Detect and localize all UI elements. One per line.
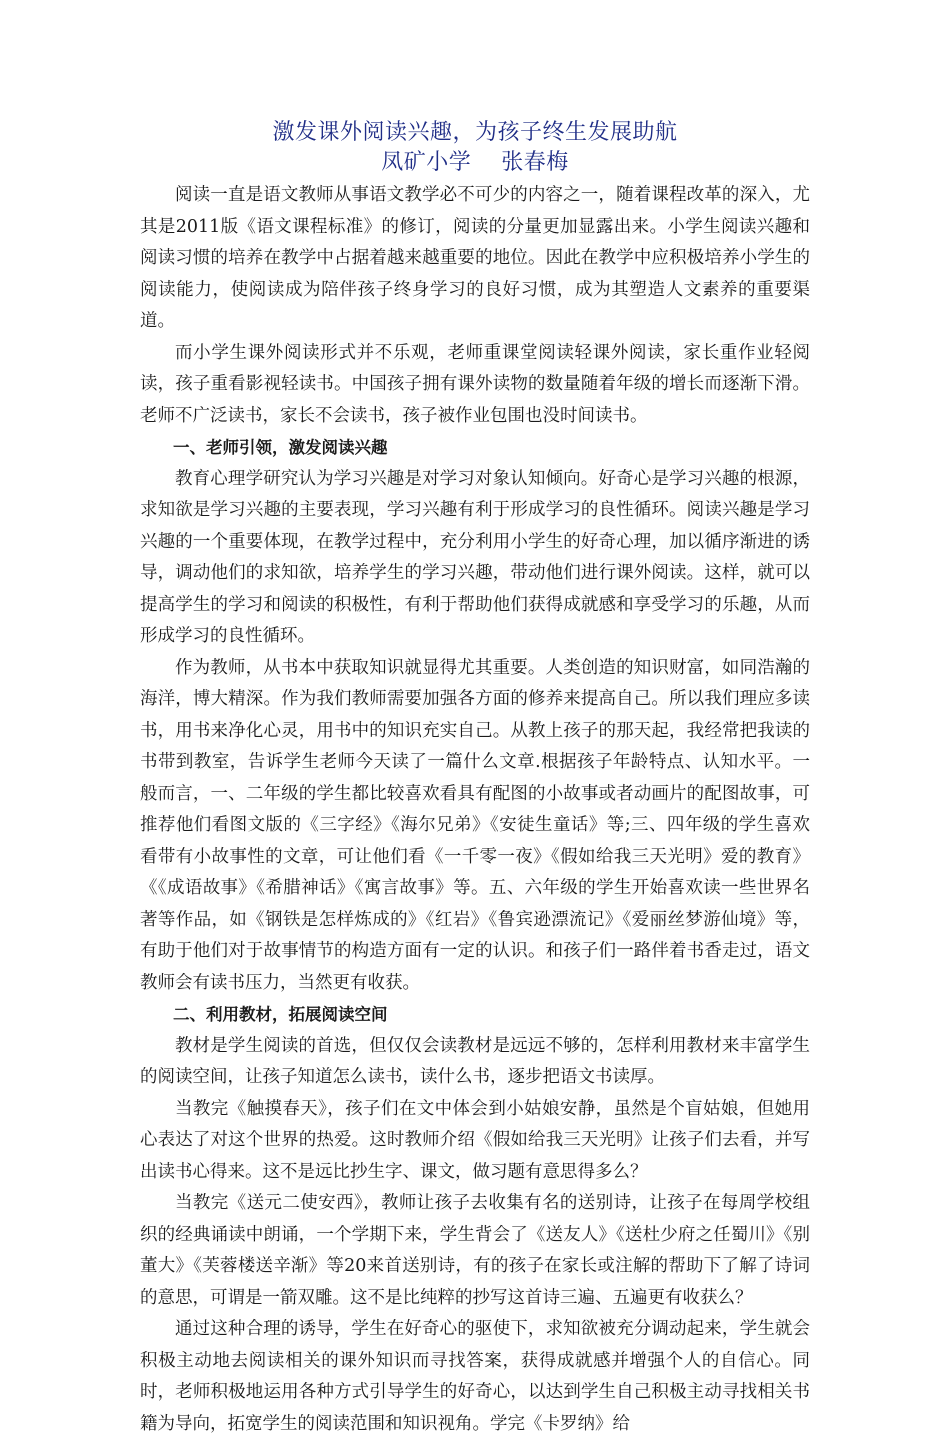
author-line: 凤矿小学 张春梅 — [381, 150, 569, 175]
section-heading: 一、老师引领，激发阅读兴趣 — [173, 438, 388, 457]
paragraph: 当教完《送元二使安西》，教师让孩子去收集有名的送别诗，让孩子在每周学校组织的经典诵读中朗诵，一个学期下来，学生背会了《送友人》《送杜少府之任蜀川》《别董大》《芙蓉楼送辛渐》等20来首送别诗，有的孩子在家长或注解的帮助下了解了诗词的意思，可谓是一箭双雕。这不是比纯粹的抄写这首诗三遍、五遍更有收获么？ — [140, 1193, 810, 1308]
document-page — [140, 118, 810, 1440]
paragraph: 教育心理学研究认为学习兴趣是对学习对象认知倾向。好奇心是学习兴趣的根源，求知欲是学习兴趣的主要表现，学习兴趣有利于形成学习的良性循环。阅读兴趣是学习兴趣的一个重要体现，在教学过程中，充分利用小学生的好奇心理，加以循序渐进的诱导，调动他们的求知欲，培养学生的学习兴趣，带动他们进行课外阅读。这样，就可以提高学生的学习和阅读的积极性，有利于帮助他们获得成就感和享受学习的乐趣，从而形成学习的良性循环。 — [140, 468, 810, 646]
paragraph: 教材是学生阅读的首选，但仅仅会读教材是远远不够的，怎样利用教材来丰富学生的阅读空间，让孩子知道怎么读书，读什么书，逐步把语文书读厚。 — [140, 1035, 810, 1087]
paragraph: 阅读一直是语文教师从事语文教学必不可少的内容之一，随着课程改革的深入，尤其是2011版《语文课程标准》的修订，阅读的分量更加显露出来。小学生阅读兴趣和阅读习惯的培养在教学中占据着越来越重要的地位。因此在教学中应积极培养小学生的阅读能力，使阅读成为陪伴孩子终身学习的良好习惯，成为其塑造人文素养的重要渠道。 — [140, 185, 810, 331]
document-title: 激发课外阅读兴趣，为孩子终生发展助航 — [272, 120, 678, 145]
paragraph: 当教完《触摸春天》，孩子们在文中体会到小姑娘安静，虽然是个盲姑娘，但她用心表达了对这个世界的热爱。这时教师介绍《假如给我三天光明》让孩子们去看，并写出读书心得来。这不是远比抄生字、课文，做习题有意思得多么？ — [140, 1098, 810, 1182]
paragraph: 作为教师，从书本中获取知识就显得尤其重要。人类创造的知识财富，如同浩瀚的海洋，博大精深。作为我们教师需要加强各方面的修养来提高自己。所以我们理应多读书，用书来净化心灵，用书中的知识充实自己。从教上孩子的那天起，我经常把我读的书带到教室，告诉学生老师今天读了一篇什么文章.根据孩子年龄特点、认知水平。一般而言，一、二年级的学生都比较喜欢看具有配图的小故事或者动画片的配图故事，可推荐他们看图文版的《三字经》《海尔兄弟》《安徒生童话》等;三、四年级的学生喜欢看带有小故事性的文章，可让他们看《一千零一夜》《假如给我三天光明》爱的教育》《《成语故事》《希腊神话》《寓言故事》等。五、六年级的学生开始喜欢读一些世界名著等作品，如《钢铁是怎样炼成的》《红岩》《鲁宾逊漂流记》《爱丽丝梦游仙境》等，有助于他们对于故事情节的构造方面有一定的认识。和孩子们一路伴着书香走过，语文教师会有读书压力，当然更有收获。 — [140, 657, 810, 993]
paragraph: 而小学生课外阅读形式并不乐观，老师重课堂阅读轻课外阅读，家长重作业轻阅读，孩子重看影视轻读书。中国孩子拥有课外读物的数量随着年级的增长而逐渐下滑。老师不广泛读书，家长不会读书，孩子被作业包围也没时间读书。 — [140, 342, 810, 426]
document-body — [140, 180, 810, 1440]
section-heading: 二、利用教材，拓展阅读空间 — [173, 1005, 388, 1024]
paragraph: 通过这种合理的诱导，学生在好奇心的驱使下，求知欲被充分调动起来，学生就会积极主动地去阅读相关的课外知识而寻找答案，获得成就感并增强个人的自信心。同时，老师积极地运用各种方式引导学生的好奇心，以达到学生自己积极主动寻找相关书籍为导向，拓宽学生的阅读范围和知识视角。学完《卡罗纳》给 — [140, 1319, 810, 1434]
